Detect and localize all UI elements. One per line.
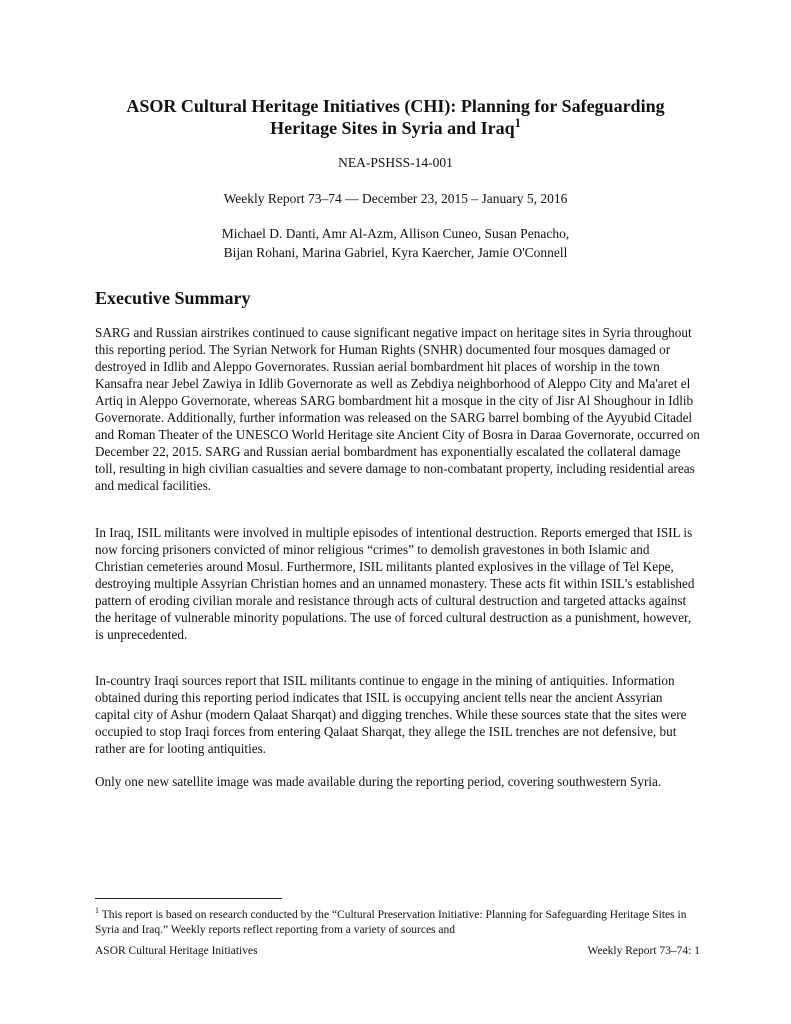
summary-paragraph-1: SARG and Russian airstrikes continued to cause significant negative impact on heritage sites in Syria throughout this reporting period. The Syrian Network for Human Rights (SNHR) documented four mosques damaged or destroyed in Idlib and Aleppo Governorates. Russian aerial bombardment hit places of worship in the town Kansafra near Jebel Zawiya in Idlib Governorate as well as Zebdiya neighborhood of Aleppo City and Ma'aret el Artiq in Aleppo Governorate, whereas SARG bombardment hit a mosque in the city of Jisr Al Shoughour in Idlib Governorate. Additionally, further information was released on the SARG barrel bombing of the Ayyubid Citadel and Roman Theater of the UNESCO World Heritage site Ancient City of Bosra in Daraa Governorate, occurred on December 22, 2015. SARG and Russian aerial bombardment has exponentially escalated the collateral damage toll, resulting in high civilian casualties and severe damage to non-combatant property, including residential areas and medical facilities. (95, 325, 700, 493)
footnote (95, 908, 700, 938)
footer-page-number: Weekly Report 73–74: 1 (587, 945, 700, 957)
report-code: NEA-PSHSS-14-001 (338, 155, 453, 170)
authors-line1: Michael D. Danti, Amr Al-Azm, Allison Cuneo, Susan Penacho, (221, 226, 570, 241)
report-title-line1: ASOR Cultural Heritage Initiatives (CHI): Planning for Safeguarding (126, 96, 665, 116)
authors (95, 224, 696, 262)
summary-paragraph-2: In Iraq, ISIL militants were involved in multiple episodes of intentional destruction. Reports emerged that ISIL is now forcing prisoners convicted of minor religious “crimes” to demolish gravestones in both Islamic and Christian cemeteries around Mosul. Furthermore, ISIL militants planted explosives in the village of Tel Kepe, destroying multiple Assyrian Christian homes and an unnamed monastery. These acts fit within ISIL’s established pattern of eroding civilian morale and resistance through acts of cultural destruction and targeted attacks against the heritage of vulnerable minority populations. The use of forced cultural destruction as a punishment, however, is unprecedented. (95, 525, 695, 642)
title-footnote-marker: 1 (514, 116, 521, 130)
summary-paragraph-3: In-country Iraqi sources report that ISIL militants continue to engage in the mining of antiquities. Information obtained during this reporting period indicates that ISIL is occupying ancient tells near the ancient Assyrian capital city of Ashur (modern Qalaat Sharqat) and digging trenches. While these sources state that the sites were occupied to stop Iraqi forces from entering Qalaat Sharqat, they allege the ISIL trenches are not defensive, but rather are for looting antiquities. (95, 673, 687, 756)
report-title (95, 95, 696, 139)
page-footer (95, 944, 700, 959)
footnote-divider (95, 898, 282, 899)
footnote-marker: 1 (95, 906, 100, 916)
summary-paragraph-4: Only one new satellite image was made available during the reporting period, covering southwestern Syria. (95, 774, 662, 789)
footnote-text: This report is based on research conducted by the “Cultural Preservation Initiative: Planning for Safeguarding Heritage Sites in Syria and Iraq.” Weekly reports reflect reporting from a variety of sources and (95, 909, 687, 936)
authors-line2: Bijan Rohani, Marina Gabriel, Kyra Kaercher, Jamie O'Connell (223, 245, 568, 260)
executive-summary-heading: Executive Summary (95, 288, 251, 308)
weekly-report-dates: Weekly Report 73–74 — December 23, 2015 – January 5, 2016 (223, 191, 568, 206)
report-title-line2: Heritage Sites in Syria and Iraq (270, 118, 515, 138)
footer-left: ASOR Cultural Heritage Initiatives (95, 945, 258, 957)
